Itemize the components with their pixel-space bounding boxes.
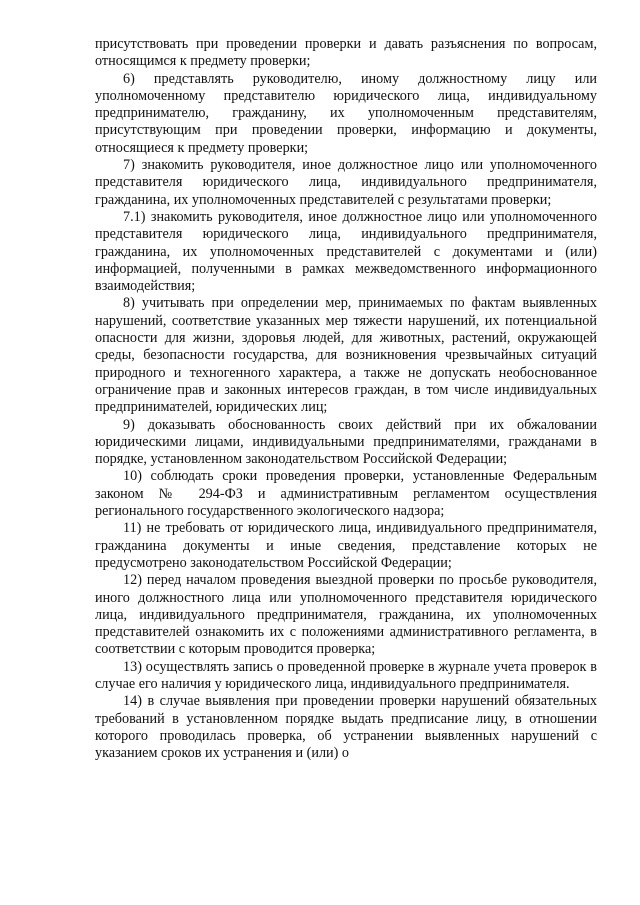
paragraph-item-7: 7) знакомить руководителя, иное должностное лицо или уполномоченного представителя юридического лица, индивидуального предпринимателя, гражданина, их уполномоченных представителей с результатами проверки; xyxy=(95,157,597,208)
document-page xyxy=(95,36,597,762)
paragraph-item-9: 9) доказывать обоснованность своих действий при их обжаловании юридическими лицами, индивидуальными предпринимателями, гражданами в порядке, установленном законодательством Российской Федерации; xyxy=(95,416,597,468)
paragraph-item-13: 13) осуществлять запись о проведенной проверке в журнале учета проверок в случае его наличия у юридического лица, индивидуального предпринимателя. xyxy=(95,658,597,692)
paragraph-item-14: 14) в случае выявления при проведении проверки нарушений обязательных требований в установленном порядке выдать предписание лицу, в отношении которого проводилась проверка, об устранении выявленных нарушений с указанием сроков их устранения и (или) о xyxy=(95,693,597,762)
paragraph-item-11: 11) не требовать от юридического лица, индивидуального предпринимателя, гражданина документы и иные сведения, представление которых не предусмотрено законодательством Российской Федерации; xyxy=(95,520,597,571)
paragraph-item-6: 6) представлять руководителю, иному должностному лицу или уполномоченному представителю юридического лица, индивидуальному предпринимателю, гражданину, их уполномоченным представителям, присутствующим при проведении проверки, информацию и документы, относящиеся к предмету проверки; xyxy=(95,70,597,156)
paragraph-item-10: 10) соблюдать сроки проведения проверки, установленные Федеральным законом № 294-ФЗ и административным регламентом осуществления регионального государственного экологического надзора; xyxy=(95,468,597,520)
paragraph-item-7-1: 7.1) знакомить руководителя, иное должностное лицо или уполномоченного представителя юридического лица, индивидуального предпринимателя, гражданина, их уполномоченных представителей с документами и (или) информацией, полученными в рамках межведомственного информационного взаимодействия; xyxy=(95,208,597,295)
paragraph-item-12: 12) перед началом проведения выездной проверки по просьбе руководителя, иного должностного лица или уполномоченного представителя юридического лица, индивидуального предпринимателя, гражданина, их уполномоченных представителей ознакомить их с положениями административного регламента, в соответствии с которым проводится проверка; xyxy=(95,572,597,658)
paragraph-item-8: 8) учитывать при определении мер, принимаемых по фактам выявленных нарушений, соответствие указанных мер тяжести нарушений, их потенциальной опасности для жизни, здоровья людей, для животных, растений, окружающей среды, безопасности государства, для возникновения чрезвычайных ситуаций природного и техногенного характера, а также не допускать необоснованное ограничение прав и законных интересов граждан, в том числе индивидуальных предпринимателей, юридических лиц; xyxy=(95,295,597,416)
paragraph-continuation: присутствовать при проведении проверки и давать разъяснения по вопросам, относящимся к предмету проверки; xyxy=(95,36,597,70)
